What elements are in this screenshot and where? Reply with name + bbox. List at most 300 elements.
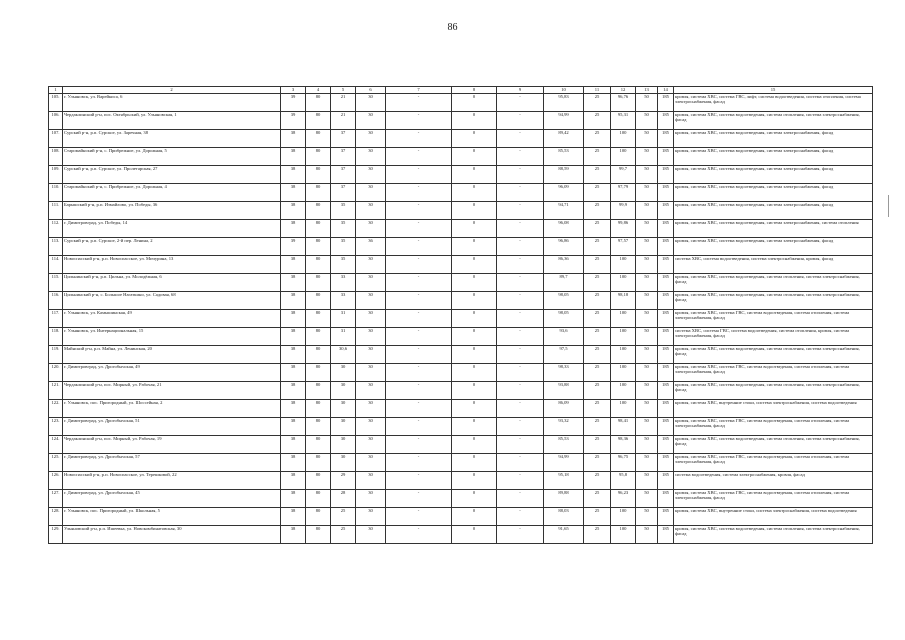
value-cell: 99,9 — [611, 202, 636, 220]
address-cell: Ульяновский р-н, р.п. Ишеевка, ул. Новокомбинатовская, 30 — [63, 526, 281, 544]
value-cell: - — [497, 508, 544, 526]
value-cell: - — [386, 526, 452, 544]
value-cell: 38 — [281, 526, 306, 544]
value-cell: 25 — [584, 130, 611, 148]
works-cell: кровля, система ХВС, система водоотведения, система отопления, система электроснабжения, фасад — [674, 526, 873, 544]
value-cell: 38 — [281, 184, 306, 202]
value-cell: 0 — [452, 526, 497, 544]
value-cell: 95,8 — [611, 472, 636, 490]
value-cell: 185 — [658, 94, 674, 112]
value-cell: 30 — [356, 508, 386, 526]
value-cell: 38 — [281, 382, 306, 400]
value-cell: - — [386, 166, 452, 184]
works-cell: кровля, система ХВС, система ГВС, система водоотведения, система отопления, система электроснабжения, фасад — [674, 418, 873, 436]
table-row — [49, 436, 873, 454]
value-cell: - — [497, 256, 544, 274]
column-header: 2 — [63, 87, 281, 94]
value-cell: 25 — [584, 382, 611, 400]
row-number-cell: 112. — [49, 220, 63, 238]
row-number-cell: 117. — [49, 310, 63, 328]
address-cell: г. Димитровград, ул. Дрогобычская, 51 — [63, 418, 281, 436]
column-header: 8 — [452, 87, 497, 94]
value-cell: 37 — [331, 166, 356, 184]
value-cell: 80 — [306, 166, 331, 184]
value-cell: 50 — [636, 292, 658, 310]
value-cell: 80 — [306, 382, 331, 400]
value-cell: 0 — [452, 130, 497, 148]
value-cell: 30 — [356, 148, 386, 166]
value-cell: 86,09 — [544, 400, 584, 418]
value-cell: 100 — [611, 364, 636, 382]
value-cell: 50 — [636, 472, 658, 490]
table-row — [49, 202, 873, 220]
value-cell: 0 — [452, 220, 497, 238]
value-cell: - — [386, 238, 452, 256]
works-cell: кровля, система ХВС, система водоотведения, система отопления, система электроснабжения, фасад — [674, 274, 873, 292]
column-header: 4 — [306, 87, 331, 94]
table-row — [49, 310, 873, 328]
value-cell: 185 — [658, 508, 674, 526]
value-cell: - — [386, 346, 452, 364]
value-cell: 0 — [452, 256, 497, 274]
value-cell: - — [386, 454, 452, 472]
value-cell: 25 — [331, 508, 356, 526]
value-cell: - — [497, 418, 544, 436]
row-number-cell: 126. — [49, 472, 63, 490]
address-cell: Чердаклинский р-н, пос. Октябрьский, ул. Ульяновская, 1 — [63, 112, 281, 130]
address-cell: г. Димитровград, ул. Дрогобычская, 45 — [63, 490, 281, 508]
address-cell: г. Ульяновск, ул. Варейкиса, 6 — [63, 94, 281, 112]
works-cell: кровля, система ХВС, система водоотведения, система отопления, система электроснабжения, фасад — [674, 346, 873, 364]
address-cell: Сурский р-н, р.п. Сурское, ул. Заречная, 38 — [63, 130, 281, 148]
value-cell: 93,6 — [544, 328, 584, 346]
value-cell: - — [497, 238, 544, 256]
value-cell: 185 — [658, 148, 674, 166]
value-cell: 91,65 — [544, 526, 584, 544]
works-cell: кровля, система ХВС, система водоотведения, система электроснабжения, фасад — [674, 166, 873, 184]
works-cell: система водоотведения, система электроснабжения, кровля, фасад — [674, 472, 873, 490]
column-header: 3 — [281, 87, 306, 94]
value-cell: 0 — [452, 364, 497, 382]
value-cell: 97,57 — [611, 238, 636, 256]
value-cell: 50 — [636, 274, 658, 292]
value-cell: 100 — [611, 346, 636, 364]
address-cell: Майнский р-н, р.п. Майна, ул. Ленинская, 20 — [63, 346, 281, 364]
column-header: 5 — [331, 87, 356, 94]
value-cell: 96,09 — [544, 184, 584, 202]
value-cell: 80 — [306, 94, 331, 112]
table-row — [49, 292, 873, 310]
value-cell: - — [497, 400, 544, 418]
value-cell: - — [497, 346, 544, 364]
row-number-cell: 116. — [49, 292, 63, 310]
table-row — [49, 274, 873, 292]
value-cell: 80 — [306, 256, 331, 274]
table-row — [49, 382, 873, 400]
row-number-cell: 119. — [49, 346, 63, 364]
value-cell: 50 — [636, 382, 658, 400]
value-cell: 38 — [281, 166, 306, 184]
column-header: 9 — [497, 87, 544, 94]
value-cell: 25 — [584, 490, 611, 508]
value-cell: - — [497, 292, 544, 310]
row-number-cell: 113. — [49, 238, 63, 256]
value-cell: 50 — [636, 436, 658, 454]
value-cell: - — [386, 472, 452, 490]
value-cell: 38 — [281, 400, 306, 418]
table-row — [49, 184, 873, 202]
value-cell: 38 — [281, 220, 306, 238]
value-cell: 185 — [658, 436, 674, 454]
value-cell: 25 — [584, 148, 611, 166]
table — [48, 86, 873, 544]
value-cell: - — [386, 130, 452, 148]
row-number-cell: 115. — [49, 274, 63, 292]
value-cell: 185 — [658, 526, 674, 544]
value-cell: 37 — [331, 148, 356, 166]
row-number-cell: 106. — [49, 112, 63, 130]
value-cell: 29 — [331, 472, 356, 490]
value-cell: 50 — [636, 364, 658, 382]
value-cell: - — [386, 202, 452, 220]
row-number-cell: 129. — [49, 526, 63, 544]
value-cell: 0 — [452, 148, 497, 166]
value-cell: 38 — [281, 364, 306, 382]
value-cell: 185 — [658, 472, 674, 490]
value-cell: 80 — [306, 202, 331, 220]
address-cell: Цильнинский р-н, с. Большое Нагаткино, ул. Садовая, 68 — [63, 292, 281, 310]
row-number-cell: 110. — [49, 184, 63, 202]
value-cell: 185 — [658, 364, 674, 382]
value-cell: 35 — [331, 238, 356, 256]
row-number-cell: 128. — [49, 508, 63, 526]
value-cell: - — [386, 310, 452, 328]
value-cell: - — [497, 328, 544, 346]
value-cell: 31 — [331, 328, 356, 346]
value-cell: - — [386, 508, 452, 526]
value-cell: 30 — [356, 346, 386, 364]
value-cell: 95,31 — [611, 112, 636, 130]
value-cell: 0 — [452, 238, 497, 256]
value-cell: 30 — [331, 364, 356, 382]
value-cell: 30 — [356, 382, 386, 400]
value-cell: 99,7 — [611, 166, 636, 184]
table-row — [49, 508, 873, 526]
value-cell: 25 — [584, 220, 611, 238]
value-cell: 0 — [452, 274, 497, 292]
table-row — [49, 238, 873, 256]
value-cell: 30 — [356, 220, 386, 238]
value-cell: 25 — [584, 238, 611, 256]
row-number-cell: 118. — [49, 328, 63, 346]
value-cell: 50 — [636, 454, 658, 472]
table-row — [49, 490, 873, 508]
value-cell: 0 — [452, 202, 497, 220]
address-cell: Старомайнский р-н, с. Прибрежное, ул. Дорожная, 4 — [63, 184, 281, 202]
value-cell: - — [497, 490, 544, 508]
value-cell: - — [497, 436, 544, 454]
value-cell: 0 — [452, 310, 497, 328]
value-cell: 80 — [306, 328, 331, 346]
value-cell: 185 — [658, 238, 674, 256]
value-cell: - — [386, 382, 452, 400]
value-cell: 0 — [452, 166, 497, 184]
value-cell: 0 — [452, 184, 497, 202]
value-cell: 31 — [331, 310, 356, 328]
value-cell: 30 — [356, 400, 386, 418]
value-cell: 94,99 — [544, 112, 584, 130]
value-cell: 50 — [636, 220, 658, 238]
value-cell: 33 — [331, 292, 356, 310]
table-row — [49, 166, 873, 184]
value-cell: 100 — [611, 148, 636, 166]
value-cell: 185 — [658, 418, 674, 436]
value-cell: 30 — [356, 454, 386, 472]
value-cell: 36 — [356, 238, 386, 256]
works-cell: кровля, система ХВС, система водоотведения, система отопления, система электроснабжения, фасад — [674, 436, 873, 454]
value-cell: 86,36 — [544, 256, 584, 274]
value-cell: - — [386, 148, 452, 166]
value-cell: 30 — [356, 202, 386, 220]
value-cell: 50 — [636, 256, 658, 274]
value-cell: 185 — [658, 256, 674, 274]
value-cell: 185 — [658, 454, 674, 472]
value-cell: 93,32 — [544, 418, 584, 436]
address-cell: г. Димитровград, ул. Дрогобычская, 57 — [63, 454, 281, 472]
value-cell: 30 — [356, 130, 386, 148]
value-cell: 80 — [306, 418, 331, 436]
table-row — [49, 454, 873, 472]
value-cell: 37 — [331, 184, 356, 202]
margin-mark — [888, 195, 889, 217]
row-number-cell: 120. — [49, 364, 63, 382]
value-cell: 100 — [611, 274, 636, 292]
value-cell: 98,05 — [544, 292, 584, 310]
value-cell: 25 — [584, 310, 611, 328]
value-cell: 0 — [452, 328, 497, 346]
value-cell: 25 — [584, 94, 611, 112]
value-cell: - — [497, 184, 544, 202]
works-cell: кровля, система ХВС, система ГВС, система водоотведения, система отопления, система электроснабжения, фасад — [674, 454, 873, 472]
value-cell: 38 — [281, 328, 306, 346]
value-cell: 50 — [636, 112, 658, 130]
value-cell: 0 — [452, 454, 497, 472]
value-cell: 89,42 — [544, 130, 584, 148]
row-number-cell: 111. — [49, 202, 63, 220]
value-cell: 30 — [356, 310, 386, 328]
table-row — [49, 364, 873, 382]
value-cell: - — [386, 418, 452, 436]
value-cell: 0 — [452, 400, 497, 418]
value-cell: 25 — [584, 202, 611, 220]
value-cell: 98,05 — [544, 310, 584, 328]
table-row — [49, 418, 873, 436]
value-cell: 0 — [452, 292, 497, 310]
value-cell: 50 — [636, 148, 658, 166]
value-cell: - — [497, 382, 544, 400]
value-cell: 96,08 — [544, 220, 584, 238]
value-cell: - — [386, 328, 452, 346]
value-cell: 80 — [306, 436, 331, 454]
value-cell: 80 — [306, 346, 331, 364]
value-cell: - — [386, 220, 452, 238]
works-cell: кровля, система ХВС, система водоотведения, система электроснабжения, фасад — [674, 148, 873, 166]
value-cell: 80 — [306, 310, 331, 328]
value-cell: 25 — [584, 364, 611, 382]
value-cell: 94,71 — [544, 202, 584, 220]
value-cell: 38 — [281, 454, 306, 472]
address-cell: Сурский р-н, р.п. Сурское, ул. Пролетарская, 27 — [63, 166, 281, 184]
value-cell: 50 — [636, 400, 658, 418]
value-cell: 0 — [452, 418, 497, 436]
value-cell: 98,36 — [611, 436, 636, 454]
address-cell: Старомайнский р-н, с. Прибрежное, ул. Дорожная, 5 — [63, 148, 281, 166]
value-cell: 50 — [636, 490, 658, 508]
value-cell: 100 — [611, 130, 636, 148]
value-cell: 30 — [356, 328, 386, 346]
value-cell: 35 — [331, 256, 356, 274]
value-cell: 21 — [331, 112, 356, 130]
value-cell: 28 — [331, 490, 356, 508]
value-cell: 25 — [584, 166, 611, 184]
value-cell: 30 — [356, 94, 386, 112]
value-cell: 30 — [356, 184, 386, 202]
value-cell: 185 — [658, 490, 674, 508]
value-cell: 98,18 — [611, 292, 636, 310]
value-cell: 185 — [658, 184, 674, 202]
value-cell: 96,86 — [544, 238, 584, 256]
address-cell: г. Димитровград, ул. Дрогобычская, 49 — [63, 364, 281, 382]
works-cell: кровля, система ХВС, система ГВС, система водоотведения, система отопления, система электроснабжения, фасад — [674, 364, 873, 382]
value-cell: 21 — [331, 94, 356, 112]
value-cell: 185 — [658, 328, 674, 346]
works-cell: кровля, система ХВС, система водоотведения, система электроснабжения, фасад — [674, 238, 873, 256]
value-cell: 30 — [356, 472, 386, 490]
value-cell: 30 — [356, 274, 386, 292]
value-cell: 38 — [281, 202, 306, 220]
value-cell: 25 — [584, 328, 611, 346]
value-cell: 50 — [636, 184, 658, 202]
value-cell: 38 — [281, 436, 306, 454]
works-cell: система ХВС, система ГВС, система водоотведения, система отопления, кровля, система электроснабжения, фасад — [674, 328, 873, 346]
value-cell: 25 — [584, 112, 611, 130]
value-cell: 100 — [611, 400, 636, 418]
value-cell: 95,18 — [544, 472, 584, 490]
value-cell: 100 — [611, 526, 636, 544]
register-table — [48, 86, 872, 544]
value-cell: 0 — [452, 346, 497, 364]
row-number-cell: 124. — [49, 436, 63, 454]
works-cell: кровля, система ХВС, система водоотведения, система отопления, система электроснабжения, фасад — [674, 382, 873, 400]
value-cell: 185 — [658, 166, 674, 184]
value-cell: 185 — [658, 130, 674, 148]
works-cell: кровля, система ХВС, система ГВС, система водоотведения, система отопления, система электроснабжения, фасад — [674, 490, 873, 508]
row-number-cell: 121. — [49, 382, 63, 400]
value-cell: 100 — [611, 256, 636, 274]
value-cell: 50 — [636, 508, 658, 526]
column-header: 1 — [49, 87, 63, 94]
value-cell: - — [386, 400, 452, 418]
value-cell: 80 — [306, 454, 331, 472]
value-cell: 30 — [356, 436, 386, 454]
value-cell: 30 — [331, 418, 356, 436]
column-header: 14 — [658, 87, 674, 94]
value-cell: 38 — [281, 292, 306, 310]
table-row — [49, 94, 873, 112]
value-cell: 50 — [636, 310, 658, 328]
works-cell: кровля, система ХВС, система водоотведения, система отопления, система электроснабжения, фасад — [674, 292, 873, 310]
works-cell: кровля, система ХВС, система водоотведения, система электроснабжения, фасад — [674, 184, 873, 202]
value-cell: 97,5 — [544, 346, 584, 364]
address-cell: г. Димитровград, ул. Победы, 14 — [63, 220, 281, 238]
address-cell: Новоспасский р-н, р.п. Новоспасское, ул. Терешковой, 22 — [63, 472, 281, 490]
value-cell: 38 — [281, 274, 306, 292]
table-row — [49, 526, 873, 544]
value-cell: 38 — [281, 130, 306, 148]
column-header: 10 — [544, 87, 584, 94]
value-cell: 50 — [636, 166, 658, 184]
address-cell: Сурский р-н, р.п. Сурское, 2-й пер. Ленина, 2 — [63, 238, 281, 256]
row-number-cell: 125. — [49, 454, 63, 472]
value-cell: 98,41 — [611, 418, 636, 436]
column-header: 11 — [584, 87, 611, 94]
table-row — [49, 328, 873, 346]
column-header: 15 — [674, 87, 873, 94]
works-cell: кровля, система ХВС, система водоотведения, система электроснабжения, фасад — [674, 130, 873, 148]
value-cell: - — [386, 184, 452, 202]
value-cell: 30 — [356, 292, 386, 310]
value-cell: - — [497, 148, 544, 166]
value-cell: - — [386, 292, 452, 310]
value-cell: 25 — [584, 472, 611, 490]
value-cell: 185 — [658, 274, 674, 292]
value-cell: 85,53 — [544, 436, 584, 454]
row-number-cell: 127. — [49, 490, 63, 508]
page-number: 86 — [447, 22, 458, 33]
value-cell: 88,59 — [544, 166, 584, 184]
value-cell: - — [497, 454, 544, 472]
table-header-row — [49, 87, 873, 94]
value-cell: 25 — [584, 274, 611, 292]
value-cell: 25 — [584, 184, 611, 202]
value-cell: 96,75 — [611, 454, 636, 472]
value-cell: 50 — [636, 238, 658, 256]
value-cell: 37 — [331, 130, 356, 148]
value-cell: 89,88 — [544, 490, 584, 508]
value-cell: 85,53 — [544, 148, 584, 166]
value-cell: 30 — [331, 436, 356, 454]
value-cell: 30,6 — [331, 346, 356, 364]
value-cell: 30 — [356, 418, 386, 436]
value-cell: 25 — [584, 346, 611, 364]
table-row — [49, 148, 873, 166]
value-cell: 25 — [584, 256, 611, 274]
works-cell: кровля, система ХВС, система ГВС, система водоотведения, система отопления, система электроснабжения, фасад — [674, 310, 873, 328]
row-number-cell: 107. — [49, 130, 63, 148]
value-cell: 185 — [658, 310, 674, 328]
value-cell: 50 — [636, 328, 658, 346]
value-cell: 95,83 — [544, 94, 584, 112]
address-cell: Цильнинский р-н, р.п. Цильна, ул. Молодёжная, 6 — [63, 274, 281, 292]
value-cell: 35 — [331, 202, 356, 220]
value-cell: 0 — [452, 508, 497, 526]
value-cell: 80 — [306, 472, 331, 490]
value-cell: 25 — [584, 418, 611, 436]
value-cell: 98,33 — [544, 364, 584, 382]
value-cell: 25 — [584, 436, 611, 454]
value-cell: 80 — [306, 184, 331, 202]
table-row — [49, 130, 873, 148]
